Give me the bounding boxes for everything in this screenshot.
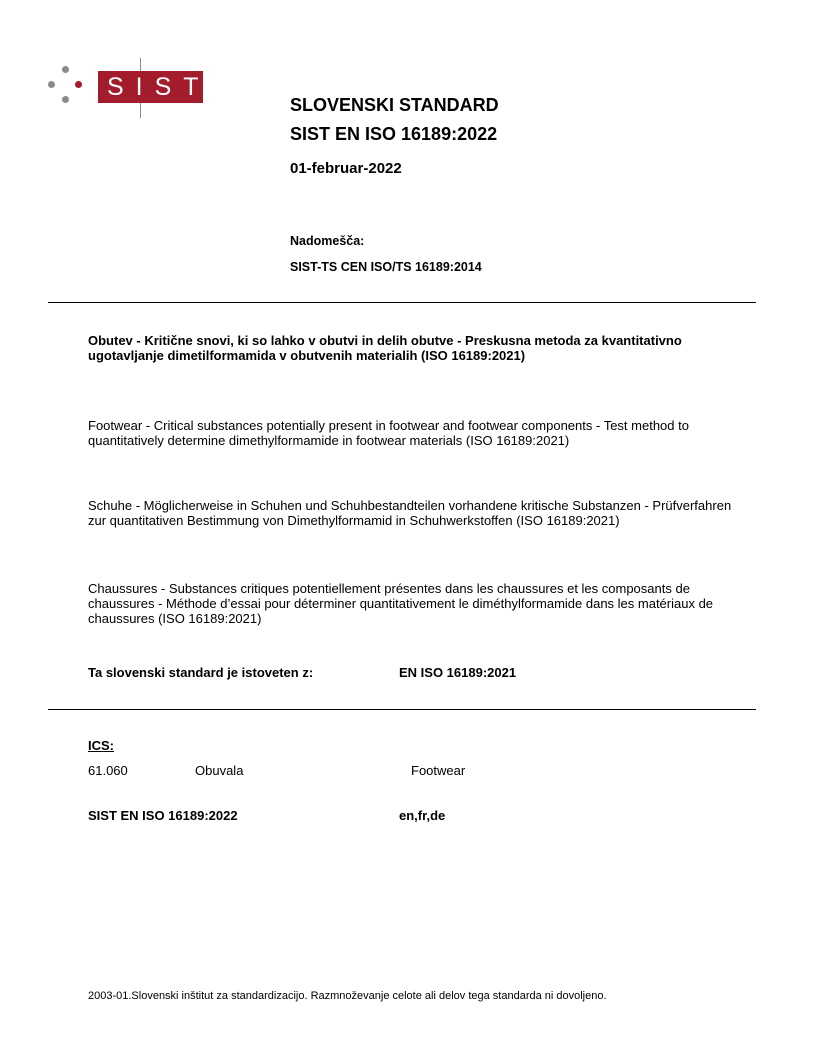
identical-value: EN ISO 16189:2021 — [399, 665, 517, 680]
languages: en,fr,de — [399, 808, 446, 823]
title-german: Schuhe - Möglicherweise in Schuhen und Schuhbestandteilen vorhandene kritische Substanzen - Prüfverfahren zur quantitativen Bestimmung von Dimethylformamid in Schuhwerkstoffen (ISO 16189:2021) — [88, 498, 732, 528]
ics-slovenian: Obuvala — [195, 763, 244, 778]
ics-english: Footwear — [411, 763, 466, 778]
identical-label: Ta slovenski standard je istoveten z: — [88, 665, 314, 680]
copyright-footer: 2003-01.Slovenski inštitut za standardizacijo. Razmnoževanje celote ali delov tega standarda ni dovoljeno. — [88, 990, 607, 1002]
title-slovenian: Obutev - Kritične snovi, ki so lahko v obutvi in delih obutve - Preskusna metoda za kvantitativno ugotavljanje dimetilformamida v obutvenih materialih (ISO 16189:2021) — [88, 333, 682, 363]
ics-heading: ICS: — [88, 738, 114, 753]
publication-date: 01-februar-2022 — [290, 160, 402, 177]
standard-id: SIST EN ISO 16189:2022 — [88, 808, 238, 823]
ics-code: 61.060 — [88, 763, 128, 778]
title-french: Chaussures - Substances critiques potentiellement présentes dans les chaussures et les composants de chaussures - Méthode d’essai pour déterminer quantitativement le diméthylformamide dans les matériaux de chaussures (ISO 16189:2021) — [88, 581, 714, 626]
divider-top — [48, 302, 756, 303]
divider-bottom — [48, 709, 756, 710]
standard-number: SIST EN ISO 16189:2022 — [290, 124, 498, 144]
replaces-value: SIST-TS CEN ISO/TS 16189:2014 — [290, 260, 482, 274]
sist-logo: SIST — [98, 71, 203, 103]
title-english: Footwear - Critical substances potentially present in footwear and footwear components - Test method to quantitatively determine dimethylformamide in footwear materials (ISO 16189:2021) — [88, 418, 689, 448]
replaces-label: Nadomešča: — [290, 234, 365, 248]
standard-type: SLOVENSKI STANDARD — [290, 95, 499, 115]
sist-logo-dots — [46, 66, 86, 110]
